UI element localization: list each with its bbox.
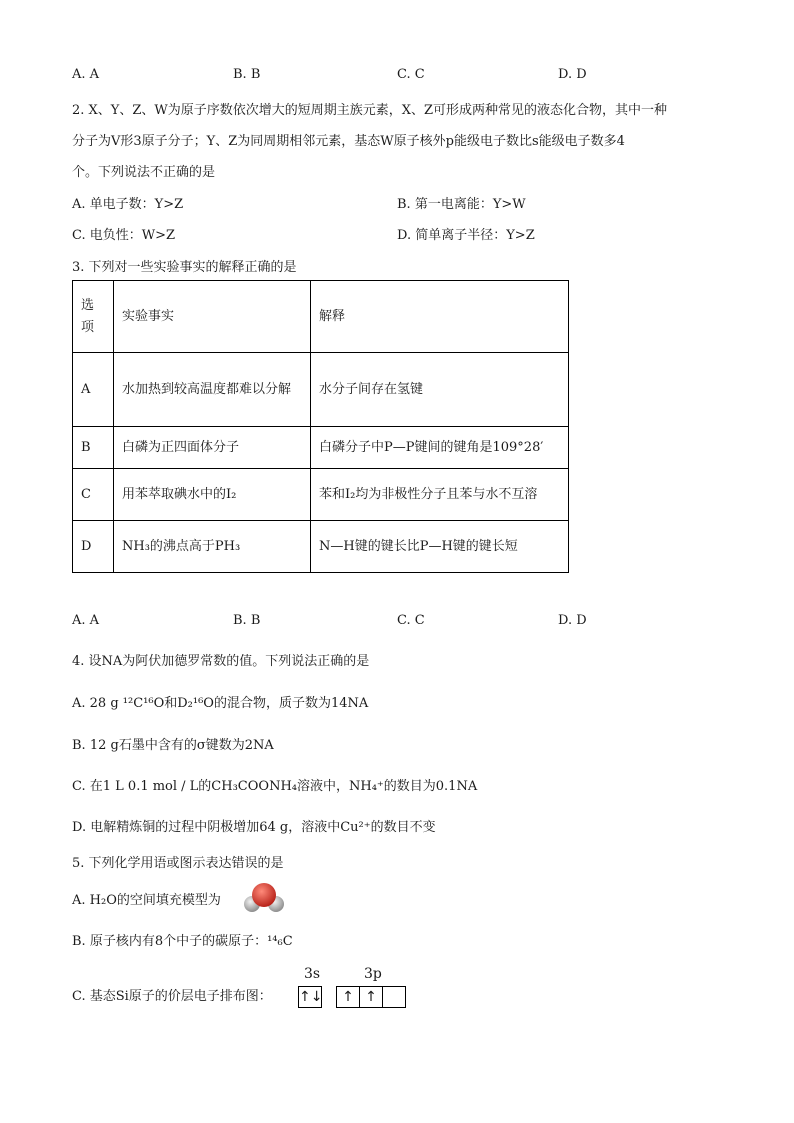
row-option: D (73, 521, 114, 573)
row-option: B (73, 427, 114, 469)
q1-option-b: B. B (233, 67, 261, 82)
row-fact: 水加热到较高温度都难以分解 (114, 353, 311, 427)
row-fact: 白磷为正四面体分子 (114, 427, 311, 469)
q5-option-b: B. 原子核内有8个中子的碳原子：¹⁴₆C (72, 934, 293, 949)
q4-option-d: D. 电解精炼铜的过程中阴极增加64 g，溶液中Cu²⁺的数目不变 (72, 820, 436, 835)
q2-option-a: A. 单电子数：Y>Z (72, 197, 184, 212)
header-explain: 解释 (311, 281, 569, 353)
water-space-filling-model-icon (243, 882, 285, 914)
q2-option-b: B. 第一电离能：Y>W (397, 197, 526, 212)
q5-stem: 5. 下列化学用语或图示表达错误的是 (72, 856, 284, 871)
q1-option-c: C. C (397, 67, 425, 82)
label-3p: 3p (364, 966, 382, 982)
orbital-box-3p-2: ↑ (359, 986, 383, 1008)
q3-option-c: C. C (397, 613, 425, 628)
orbital-box-3s: ↑↓ (298, 986, 322, 1008)
q5-option-a: A. H₂O的空间填充模型为 (72, 893, 221, 908)
q4-option-b: B. 12 g石墨中含有的σ键数为2NA (72, 738, 274, 753)
row-explain: 水分子间存在氢键 (311, 353, 569, 427)
table-row (73, 469, 569, 521)
q2-stem-line2: 分子为V形3原子分子；Y、Z为同周期相邻元素，基态W原子核外p能级电子数比s能级电子数多4 (72, 134, 625, 149)
row-fact: NH₃的沸点高于PH₃ (114, 521, 311, 573)
q2-option-c: C. 电负性：W>Z (72, 228, 176, 243)
row-explain: 白磷分子中P—P键间的键角是109°28′ (311, 427, 569, 469)
q4-stem: 4. 设NA为阿伏加德罗常数的值。下列说法正确的是 (72, 654, 370, 669)
header-option: 选项 (73, 281, 114, 353)
q2-option-d: D. 简单离子半径：Y>Z (397, 228, 535, 243)
orbital-box-3p-1: ↑ (336, 986, 360, 1008)
row-option: C (73, 469, 114, 521)
table-row (73, 521, 569, 573)
row-explain: N—H键的键长比P—H键的键长短 (311, 521, 569, 573)
q1-option-a: A. A (72, 67, 100, 82)
row-option: A (73, 353, 114, 427)
table-header-row (73, 281, 569, 353)
row-fact: 用苯萃取碘水中的I₂ (114, 469, 311, 521)
q2-stem-line3: 个。下列说法不正确的是 (72, 165, 216, 180)
orbital-diagram (296, 966, 416, 1012)
header-fact: 实验事实 (114, 281, 311, 353)
q4-option-c: C. 在1 L 0.1 mol / L的CH₃COONH₄溶液中，NH₄⁺的数目为0.1NA (72, 779, 478, 794)
q2-stem-line1: 2. X、Y、Z、W为原子序数依次增大的短周期主族元素，X、Z可形成两种常见的液态化合物，其中一种 (72, 103, 668, 118)
q3-stem: 3. 下列对一些实验事实的解释正确的是 (72, 260, 297, 275)
q3-option-d: D. D (558, 613, 587, 628)
q5-option-c: C. 基态Si原子的价层电子排布图： (72, 989, 272, 1004)
q3-table (72, 280, 569, 573)
carbon-14-symbol: ¹⁴₆C (267, 934, 293, 949)
table-row (73, 427, 569, 469)
q4-option-a: A. 28 g ¹²C¹⁶O和D₂¹⁶O的混合物，质子数为14NA (72, 696, 369, 711)
row-explain: 苯和I₂均为非极性分子且苯与水不互溶 (311, 469, 569, 521)
q3-option-a: A. A (72, 613, 100, 628)
q3-option-b: B. B (233, 613, 261, 628)
table-row (73, 353, 569, 427)
label-3s: 3s (304, 966, 321, 982)
orbital-box-3p-3 (382, 986, 406, 1008)
q1-option-d: D. D (558, 67, 587, 82)
